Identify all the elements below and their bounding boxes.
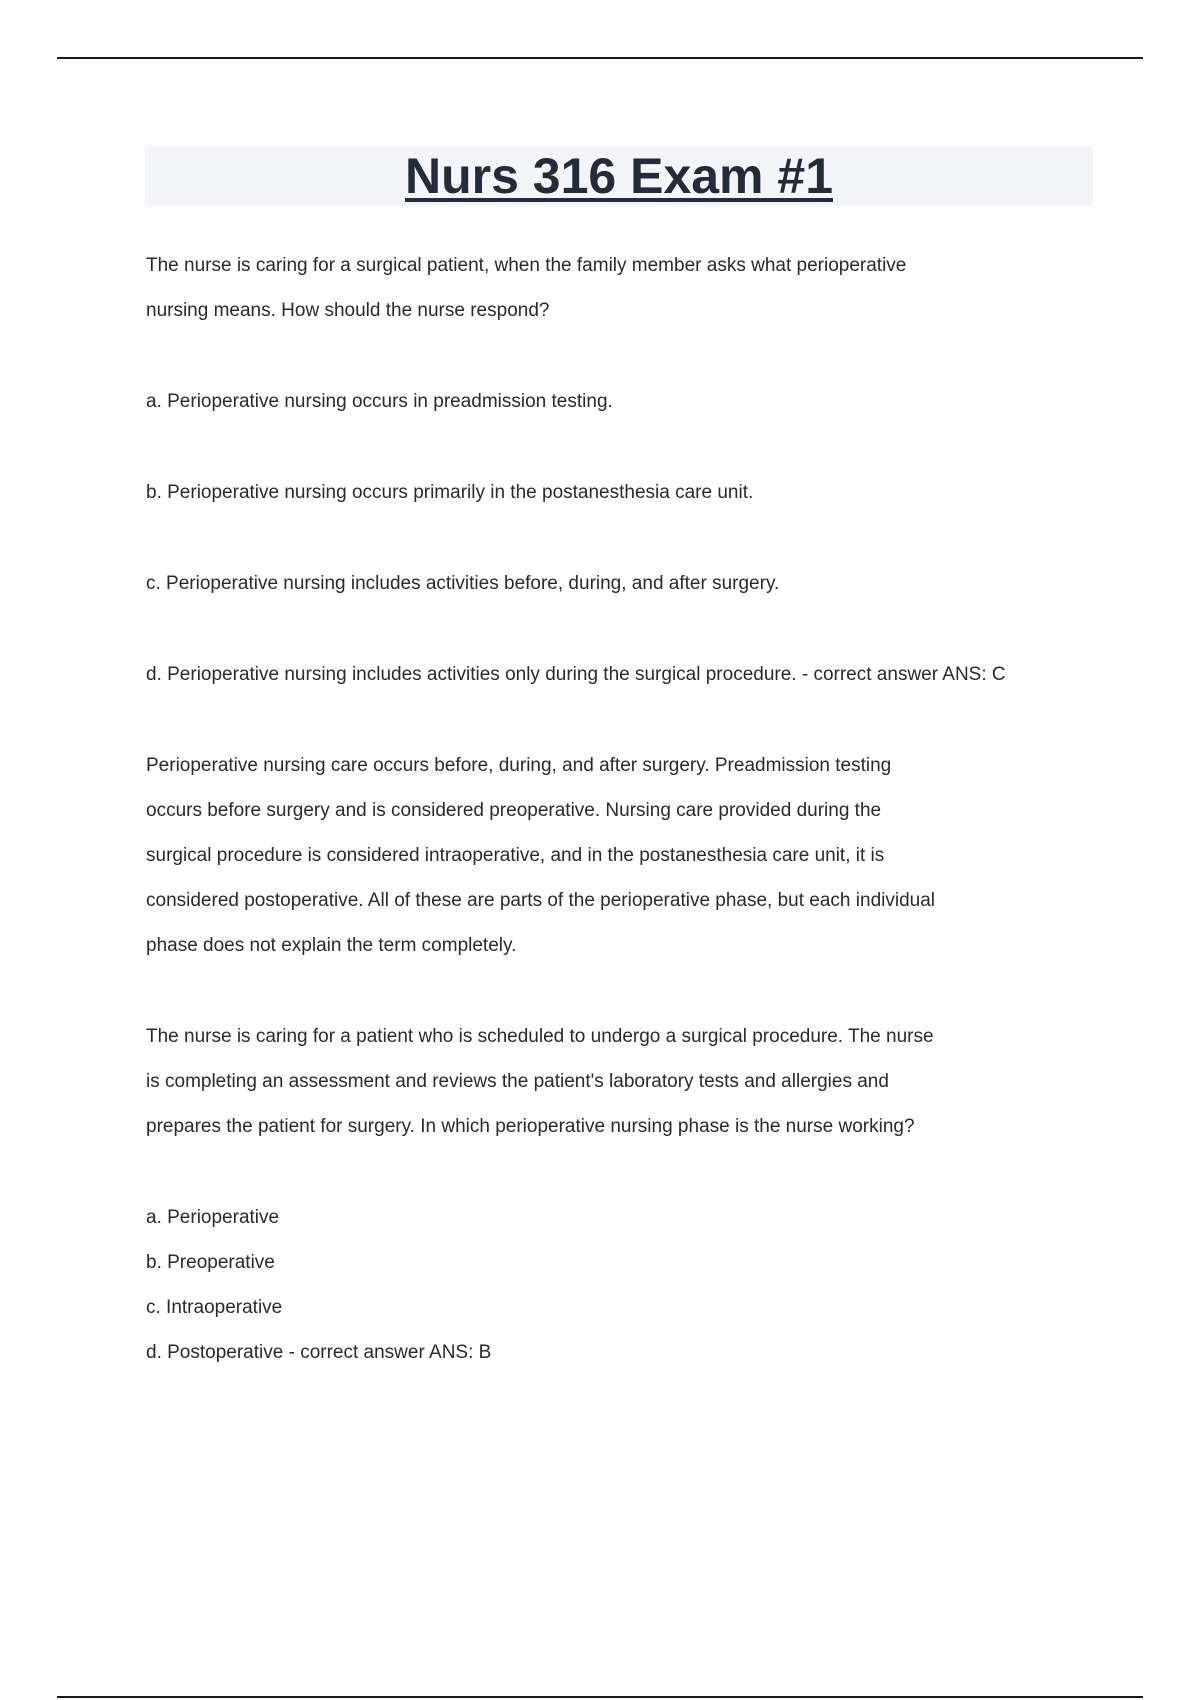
answer-option-c: c. Intraoperative [146,1297,283,1318]
bottom-rule [57,1696,1143,1698]
answer-option-a: a. Perioperative [146,1207,280,1228]
question-1-stem [146,243,1106,333]
answer-option-b: b. Perioperative nursing occurs primarily in the postanesthesia care unit. [146,482,754,503]
question-1 [146,243,1106,968]
answer-option-c: c. Perioperative nursing includes activities before, during, and after surgery. [146,573,780,594]
rationale-line: phase does not explain the term completely. [146,935,517,956]
stem-line: prepares the patient for surgery. In which perioperative nursing phase is the nurse working? [146,1116,915,1137]
question-1-rationale [146,743,1106,968]
title-band [145,146,1093,206]
answer-option-d: d. Postoperative - correct answer ANS: B [146,1342,492,1363]
rationale-line: surgical procedure is considered intraoperative, and in the postanesthesia care unit, it is [146,845,885,866]
document-title: Nurs 316 Exam #1 [404,148,834,204]
question-2 [146,1014,1106,1375]
answer-option-d: d. Perioperative nursing includes activities only during the surgical procedure. - correct answer ANS: C [146,664,1006,685]
rationale-line: Perioperative nursing care occurs before, during, and after surgery. Preadmission testing [146,755,892,776]
rationale-line: occurs before surgery and is considered preoperative. Nursing care provided during the [146,800,882,821]
top-rule [57,57,1143,59]
stem-line: nursing means. How should the nurse respond? [146,300,550,321]
answer-option-a: a. Perioperative nursing occurs in preadmission testing. [146,391,613,412]
document-body [146,243,1106,1375]
stem-line: is completing an assessment and reviews the patient's laboratory tests and allergies and [146,1071,889,1092]
question-2-stem [146,1014,1106,1149]
stem-line: The nurse is caring for a surgical patient, when the family member asks what perioperative [146,255,907,276]
stem-line: The nurse is caring for a patient who is scheduled to undergo a surgical procedure. The nurse [146,1026,934,1047]
rationale-line: considered postoperative. All of these are parts of the perioperative phase, but each individual [146,890,936,911]
answer-option-b: b. Preoperative [146,1252,275,1273]
